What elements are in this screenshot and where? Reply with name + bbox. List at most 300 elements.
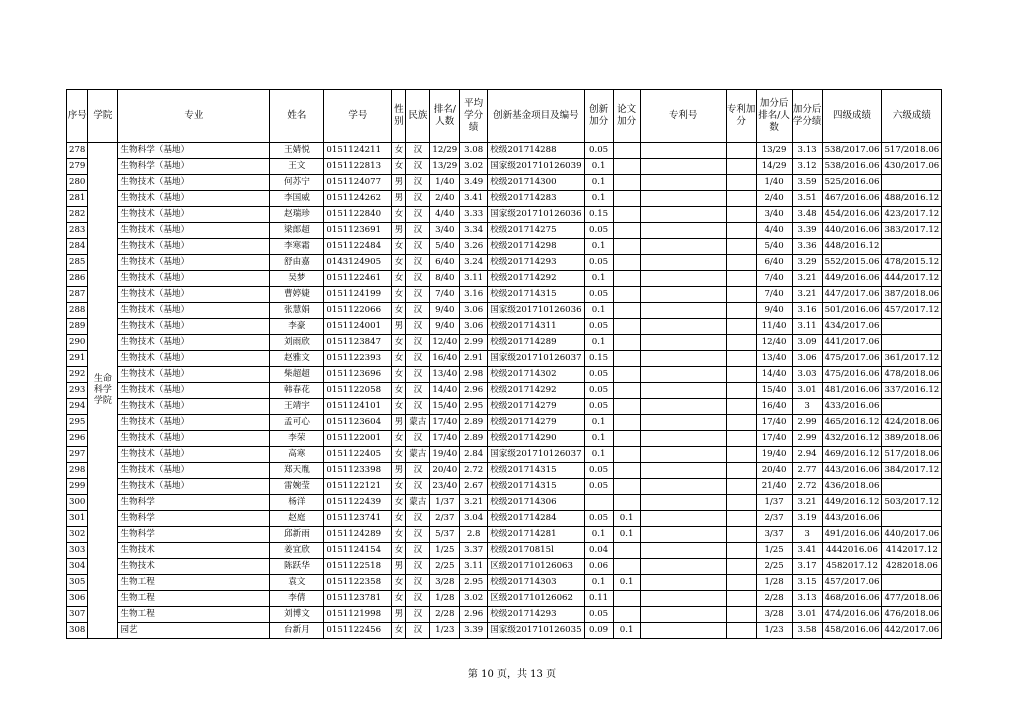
cell-row-number: 290 bbox=[67, 335, 88, 351]
cell-gender: 女 bbox=[392, 239, 406, 255]
cell-gpa: 3.06 bbox=[460, 319, 488, 335]
cell-patent-bonus bbox=[726, 399, 756, 415]
cell-cet4-score: 552/2015.06 bbox=[822, 255, 882, 271]
cell-patent-bonus bbox=[726, 319, 756, 335]
cell-ethnicity: 汉 bbox=[406, 367, 430, 383]
cell-patent-bonus bbox=[726, 367, 756, 383]
cell-cet4-score: 468/2016.06 bbox=[822, 591, 882, 607]
cell-ethnicity: 汉 bbox=[406, 191, 430, 207]
cell-row-number: 283 bbox=[67, 223, 88, 239]
cell-adjusted-gpa: 3.01 bbox=[792, 383, 822, 399]
cell-patent-bonus bbox=[726, 175, 756, 191]
cell-paper-bonus bbox=[613, 143, 640, 159]
cell-patent-bonus bbox=[726, 255, 756, 271]
cell-gpa: 2.96 bbox=[460, 383, 488, 399]
cell-innovation-bonus: 0.06 bbox=[584, 559, 613, 575]
cell-paper-bonus: 0.1 bbox=[613, 511, 640, 527]
cell-gender: 女 bbox=[392, 575, 406, 591]
cell-student-id: 0151123847 bbox=[324, 335, 392, 351]
cell-major: 生物科学（基地） bbox=[118, 159, 270, 175]
cell-patent-bonus bbox=[726, 271, 756, 287]
cell-student-name: 曹婷婕 bbox=[270, 287, 324, 303]
cell-cet6-score: 478/2018.06 bbox=[882, 367, 942, 383]
column-header: 序号 bbox=[67, 90, 88, 143]
cell-patent-bonus bbox=[726, 511, 756, 527]
cell-cet4-score: 501/2016.06 bbox=[822, 303, 882, 319]
cell-patent-bonus bbox=[726, 143, 756, 159]
cell-innovation-bonus: 0.11 bbox=[584, 591, 613, 607]
cell-innovation-bonus: 0.1 bbox=[584, 575, 613, 591]
cell-gender: 女 bbox=[392, 527, 406, 543]
cell-gpa: 2.89 bbox=[460, 415, 488, 431]
cell-gpa: 3.33 bbox=[460, 207, 488, 223]
cell-gender: 女 bbox=[392, 431, 406, 447]
cell-adjusted-gpa: 3.16 bbox=[792, 303, 822, 319]
table-row bbox=[67, 399, 942, 415]
cell-patent-bonus bbox=[726, 287, 756, 303]
cell-cet4-score: 433/2016.06 bbox=[822, 399, 882, 415]
cell-project-id: 国家级201710126035 bbox=[488, 623, 584, 639]
cell-adjusted-gpa: 3.36 bbox=[792, 239, 822, 255]
cell-major: 生物技术（基地） bbox=[118, 399, 270, 415]
cell-innovation-bonus: 0.1 bbox=[584, 447, 613, 463]
cell-student-name: 张慧娟 bbox=[270, 303, 324, 319]
cell-adjusted-gpa: 3.58 bbox=[792, 623, 822, 639]
cell-adjusted-rank: 2/37 bbox=[756, 511, 792, 527]
cell-gpa: 3.06 bbox=[460, 303, 488, 319]
cell-adjusted-rank: 13/29 bbox=[756, 143, 792, 159]
cell-ethnicity: 汉 bbox=[406, 223, 430, 239]
cell-innovation-bonus: 0.1 bbox=[584, 175, 613, 191]
cell-adjusted-gpa: 3.21 bbox=[792, 287, 822, 303]
cell-innovation-bonus: 0.04 bbox=[584, 543, 613, 559]
cell-patent-bonus bbox=[726, 415, 756, 431]
cell-student-id: 0143124905 bbox=[324, 255, 392, 271]
cell-cet4-score: 475/2017.06 bbox=[822, 351, 882, 367]
cell-cet4-score: 474/2016.06 bbox=[822, 607, 882, 623]
cell-major: 生物技术（基地） bbox=[118, 223, 270, 239]
cell-patent-bonus bbox=[726, 623, 756, 639]
cell-adjusted-rank: 12/40 bbox=[756, 335, 792, 351]
cell-gender: 女 bbox=[392, 511, 406, 527]
cell-gpa: 3.02 bbox=[460, 159, 488, 175]
cell-paper-bonus bbox=[613, 399, 640, 415]
cell-adjusted-gpa: 3.21 bbox=[792, 495, 822, 511]
column-header: 创新基金项目及编号 bbox=[488, 90, 584, 143]
column-header: 民族 bbox=[406, 90, 430, 143]
table-row bbox=[67, 591, 942, 607]
cell-project-id: 校级201714302 bbox=[488, 367, 584, 383]
cell-patent-number bbox=[640, 367, 726, 383]
cell-adjusted-rank: 15/40 bbox=[756, 383, 792, 399]
cell-cet4-score: 432/2016.12 bbox=[822, 431, 882, 447]
cell-student-name: 王文 bbox=[270, 159, 324, 175]
cell-patent-number bbox=[640, 511, 726, 527]
cell-adjusted-rank: 14/40 bbox=[756, 367, 792, 383]
cell-project-id: 国家级201710126037 bbox=[488, 351, 584, 367]
cell-patent-number bbox=[640, 143, 726, 159]
cell-gender: 男 bbox=[392, 223, 406, 239]
cell-patent-number bbox=[640, 415, 726, 431]
table-row bbox=[67, 335, 942, 351]
column-header: 学号 bbox=[324, 90, 392, 143]
cell-major: 生物技术（基地） bbox=[118, 255, 270, 271]
cell-cet6-score bbox=[882, 511, 942, 527]
cell-student-id: 0151122456 bbox=[324, 623, 392, 639]
cell-student-name: 韩春花 bbox=[270, 383, 324, 399]
cell-ethnicity: 汉 bbox=[406, 559, 430, 575]
cell-innovation-bonus: 0.1 bbox=[584, 303, 613, 319]
cell-row-number: 292 bbox=[67, 367, 88, 383]
cell-rank: 2/40 bbox=[430, 191, 460, 207]
cell-student-id: 0151122405 bbox=[324, 447, 392, 463]
cell-cet4-score: 465/2016.12 bbox=[822, 415, 882, 431]
cell-patent-bonus bbox=[726, 447, 756, 463]
cell-student-id: 0151122439 bbox=[324, 495, 392, 511]
cell-student-name: 台新月 bbox=[270, 623, 324, 639]
cell-major: 生物技术（基地） bbox=[118, 239, 270, 255]
cell-adjusted-gpa: 2.99 bbox=[792, 415, 822, 431]
cell-student-name: 梁郎超 bbox=[270, 223, 324, 239]
cell-ethnicity: 蒙古 bbox=[406, 447, 430, 463]
cell-rank: 2/37 bbox=[430, 511, 460, 527]
cell-ethnicity: 汉 bbox=[406, 607, 430, 623]
cell-row-number: 281 bbox=[67, 191, 88, 207]
cell-project-id: 校级201714283 bbox=[488, 191, 584, 207]
cell-patent-number bbox=[640, 351, 726, 367]
cell-adjusted-rank: 19/40 bbox=[756, 447, 792, 463]
cell-gender: 女 bbox=[392, 367, 406, 383]
cell-adjusted-rank: 9/40 bbox=[756, 303, 792, 319]
cell-paper-bonus: 0.1 bbox=[613, 575, 640, 591]
cell-adjusted-rank: 4/40 bbox=[756, 223, 792, 239]
cell-cet6-score: 361/2017.12 bbox=[882, 351, 942, 367]
cell-cet6-score: 4142017.12 bbox=[882, 543, 942, 559]
cell-cet4-score: 458/2016.06 bbox=[822, 623, 882, 639]
table-row bbox=[67, 463, 942, 479]
cell-project-id: 校级201714298 bbox=[488, 239, 584, 255]
cell-adjusted-gpa: 3.17 bbox=[792, 559, 822, 575]
cell-gpa: 2.96 bbox=[460, 607, 488, 623]
cell-innovation-bonus: 0.15 bbox=[584, 351, 613, 367]
cell-rank: 3/28 bbox=[430, 575, 460, 591]
cell-rank: 23/40 bbox=[430, 479, 460, 495]
cell-innovation-bonus: 0.09 bbox=[584, 623, 613, 639]
cell-innovation-bonus: 0.1 bbox=[584, 239, 613, 255]
cell-paper-bonus: 0.1 bbox=[613, 623, 640, 639]
cell-project-id: 校级201714281 bbox=[488, 527, 584, 543]
table-row bbox=[67, 575, 942, 591]
cell-cet6-score: 337/2016.12 bbox=[882, 383, 942, 399]
cell-adjusted-rank: 6/40 bbox=[756, 255, 792, 271]
cell-adjusted-gpa: 3.13 bbox=[792, 143, 822, 159]
cell-cet6-score: 389/2018.06 bbox=[882, 431, 942, 447]
cell-cet4-score: 491/2016.06 bbox=[822, 527, 882, 543]
cell-major: 生物技术（基地） bbox=[118, 383, 270, 399]
cell-major: 生物科学 bbox=[118, 527, 270, 543]
cell-rank: 3/40 bbox=[430, 223, 460, 239]
cell-paper-bonus bbox=[613, 431, 640, 447]
cell-patent-number bbox=[640, 623, 726, 639]
table-row bbox=[67, 543, 942, 559]
cell-cet6-score: 517/2018.06 bbox=[882, 143, 942, 159]
cell-gpa: 2.98 bbox=[460, 367, 488, 383]
cell-gpa: 3.11 bbox=[460, 271, 488, 287]
cell-cet4-score: 4582017.12 bbox=[822, 559, 882, 575]
cell-innovation-bonus: 0.1 bbox=[584, 431, 613, 447]
cell-cet4-score: 448/2016.12 bbox=[822, 239, 882, 255]
cell-cet4-score: 538/2017.06 bbox=[822, 143, 882, 159]
cell-cet6-score: 4282018.06 bbox=[882, 559, 942, 575]
cell-cet4-score: 525/2016.06 bbox=[822, 175, 882, 191]
cell-student-id: 0151123604 bbox=[324, 415, 392, 431]
cell-college: 生命科学学院 bbox=[88, 143, 118, 639]
cell-cet4-score: 4442016.06 bbox=[822, 543, 882, 559]
cell-patent-bonus bbox=[726, 239, 756, 255]
cell-patent-number bbox=[640, 495, 726, 511]
cell-rank: 9/40 bbox=[430, 319, 460, 335]
cell-cet6-score bbox=[882, 335, 942, 351]
cell-cet6-score: 444/2017.12 bbox=[882, 271, 942, 287]
cell-gpa: 3.49 bbox=[460, 175, 488, 191]
cell-project-id: 区级201710126063 bbox=[488, 559, 584, 575]
cell-major: 生物科学 bbox=[118, 511, 270, 527]
cell-project-id: 校级201714279 bbox=[488, 399, 584, 415]
cell-patent-bonus bbox=[726, 591, 756, 607]
cell-row-number: 299 bbox=[67, 479, 88, 495]
cell-rank: 1/25 bbox=[430, 543, 460, 559]
cell-student-id: 0151124001 bbox=[324, 319, 392, 335]
cell-gender: 女 bbox=[392, 303, 406, 319]
column-header: 专利号 bbox=[640, 90, 726, 143]
table-row bbox=[67, 159, 942, 175]
cell-student-name: 陈跃华 bbox=[270, 559, 324, 575]
cell-cet4-score: 538/2016.06 bbox=[822, 159, 882, 175]
cell-adjusted-rank: 2/28 bbox=[756, 591, 792, 607]
cell-student-name: 李荣 bbox=[270, 431, 324, 447]
score-table-container bbox=[66, 89, 942, 639]
cell-gpa: 3.04 bbox=[460, 511, 488, 527]
cell-student-id: 0151123741 bbox=[324, 511, 392, 527]
cell-ethnicity: 汉 bbox=[406, 543, 430, 559]
cell-patent-bonus bbox=[726, 335, 756, 351]
table-row bbox=[67, 287, 942, 303]
cell-paper-bonus bbox=[613, 543, 640, 559]
cell-patent-number bbox=[640, 255, 726, 271]
cell-major: 生物科学 bbox=[118, 495, 270, 511]
cell-adjusted-gpa: 3.21 bbox=[792, 271, 822, 287]
cell-patent-bonus bbox=[726, 607, 756, 623]
table-row bbox=[67, 175, 942, 191]
cell-major: 生物技术（基地） bbox=[118, 463, 270, 479]
cell-adjusted-rank: 1/37 bbox=[756, 495, 792, 511]
cell-student-name: 杨洋 bbox=[270, 495, 324, 511]
cell-student-name: 赵庭 bbox=[270, 511, 324, 527]
cell-gender: 女 bbox=[392, 143, 406, 159]
cell-rank: 19/40 bbox=[430, 447, 460, 463]
table-row bbox=[67, 207, 942, 223]
cell-cet6-score: 477/2018.06 bbox=[882, 591, 942, 607]
cell-student-id: 0151122066 bbox=[324, 303, 392, 319]
table-row bbox=[67, 495, 942, 511]
cell-adjusted-gpa: 3.12 bbox=[792, 159, 822, 175]
cell-gender: 女 bbox=[392, 383, 406, 399]
cell-major: 生物技术（基地） bbox=[118, 207, 270, 223]
cell-row-number: 293 bbox=[67, 383, 88, 399]
header-row bbox=[67, 90, 942, 143]
cell-student-name: 刘雨欣 bbox=[270, 335, 324, 351]
cell-cet6-score bbox=[882, 399, 942, 415]
cell-rank: 5/37 bbox=[430, 527, 460, 543]
cell-project-id: 校级201714303 bbox=[488, 575, 584, 591]
cell-row-number: 286 bbox=[67, 271, 88, 287]
cell-student-id: 0151122058 bbox=[324, 383, 392, 399]
cell-patent-number bbox=[640, 399, 726, 415]
cell-student-id: 0151121998 bbox=[324, 607, 392, 623]
cell-adjusted-rank: 14/29 bbox=[756, 159, 792, 175]
cell-patent-bonus bbox=[726, 207, 756, 223]
cell-paper-bonus bbox=[613, 415, 640, 431]
cell-cet4-score: 447/2017.06 bbox=[822, 287, 882, 303]
cell-gender: 男 bbox=[392, 463, 406, 479]
cell-patent-number bbox=[640, 207, 726, 223]
cell-gpa: 3.24 bbox=[460, 255, 488, 271]
cell-rank: 20/40 bbox=[430, 463, 460, 479]
cell-rank: 2/25 bbox=[430, 559, 460, 575]
cell-paper-bonus bbox=[613, 159, 640, 175]
cell-ethnicity: 汉 bbox=[406, 511, 430, 527]
cell-project-id: 校级201714311 bbox=[488, 319, 584, 335]
cell-patent-bonus bbox=[726, 495, 756, 511]
cell-cet4-score: 475/2016.06 bbox=[822, 367, 882, 383]
cell-adjusted-gpa: 3.03 bbox=[792, 367, 822, 383]
cell-row-number: 298 bbox=[67, 463, 88, 479]
table-row bbox=[67, 623, 942, 639]
cell-cet6-score bbox=[882, 575, 942, 591]
cell-major: 生物工程 bbox=[118, 575, 270, 591]
cell-student-id: 0151123691 bbox=[324, 223, 392, 239]
cell-adjusted-rank: 21/40 bbox=[756, 479, 792, 495]
cell-patent-number bbox=[640, 479, 726, 495]
cell-student-name: 柴超超 bbox=[270, 367, 324, 383]
cell-row-number: 297 bbox=[67, 447, 88, 463]
cell-gpa: 3.02 bbox=[460, 591, 488, 607]
cell-gender: 女 bbox=[392, 447, 406, 463]
cell-gender: 男 bbox=[392, 175, 406, 191]
cell-adjusted-rank: 17/40 bbox=[756, 415, 792, 431]
cell-student-name: 李寒霜 bbox=[270, 239, 324, 255]
cell-gender: 女 bbox=[392, 543, 406, 559]
cell-project-id: 校级201714288 bbox=[488, 143, 584, 159]
cell-ethnicity: 汉 bbox=[406, 399, 430, 415]
table-row bbox=[67, 607, 942, 623]
cell-innovation-bonus: 0.05 bbox=[584, 255, 613, 271]
cell-patent-number bbox=[640, 527, 726, 543]
table-row bbox=[67, 143, 942, 159]
cell-patent-number bbox=[640, 303, 726, 319]
table-row bbox=[67, 191, 942, 207]
cell-innovation-bonus: 0.05 bbox=[584, 511, 613, 527]
column-header: 性别 bbox=[392, 90, 406, 143]
cell-paper-bonus bbox=[613, 287, 640, 303]
cell-cet4-score: 440/2016.06 bbox=[822, 223, 882, 239]
cell-cet6-score: 476/2018.06 bbox=[882, 607, 942, 623]
cell-gpa: 3.11 bbox=[460, 559, 488, 575]
cell-adjusted-gpa: 3.39 bbox=[792, 223, 822, 239]
column-header: 专利加分 bbox=[726, 90, 756, 143]
cell-adjusted-rank: 3/28 bbox=[756, 607, 792, 623]
cell-project-id: 校级201714279 bbox=[488, 415, 584, 431]
cell-major: 生物技术（基地） bbox=[118, 447, 270, 463]
cell-paper-bonus bbox=[613, 207, 640, 223]
cell-major: 生物工程 bbox=[118, 591, 270, 607]
cell-ethnicity: 蒙古 bbox=[406, 495, 430, 511]
cell-rank: 2/28 bbox=[430, 607, 460, 623]
cell-adjusted-rank: 2/25 bbox=[756, 559, 792, 575]
cell-project-id: 国家级201710126039 bbox=[488, 159, 584, 175]
cell-gpa: 3.08 bbox=[460, 143, 488, 159]
cell-student-name: 孟可心 bbox=[270, 415, 324, 431]
cell-gpa: 3.39 bbox=[460, 623, 488, 639]
cell-adjusted-rank: 20/40 bbox=[756, 463, 792, 479]
cell-row-number: 291 bbox=[67, 351, 88, 367]
table-row bbox=[67, 447, 942, 463]
cell-cet6-score: 442/2017.06 bbox=[882, 623, 942, 639]
cell-student-name: 姜宜欣 bbox=[270, 543, 324, 559]
cell-major: 园艺 bbox=[118, 623, 270, 639]
cell-innovation-bonus: 0.05 bbox=[584, 287, 613, 303]
cell-gpa: 2.89 bbox=[460, 431, 488, 447]
table-row bbox=[67, 351, 942, 367]
cell-ethnicity: 汉 bbox=[406, 255, 430, 271]
cell-student-id: 0151124289 bbox=[324, 527, 392, 543]
cell-row-number: 285 bbox=[67, 255, 88, 271]
cell-ethnicity: 汉 bbox=[406, 527, 430, 543]
cell-patent-bonus bbox=[726, 191, 756, 207]
table-row bbox=[67, 319, 942, 335]
cell-innovation-bonus: 0.1 bbox=[584, 527, 613, 543]
cell-paper-bonus bbox=[613, 191, 640, 207]
cell-cet4-score: 441/2017.06 bbox=[822, 335, 882, 351]
cell-adjusted-gpa: 3.48 bbox=[792, 207, 822, 223]
cell-project-id: 校级201714290 bbox=[488, 431, 584, 447]
cell-gpa: 3.34 bbox=[460, 223, 488, 239]
cell-innovation-bonus: 0.05 bbox=[584, 479, 613, 495]
cell-gender: 男 bbox=[392, 191, 406, 207]
cell-major: 生物技术（基地） bbox=[118, 335, 270, 351]
cell-cet6-score: 503/2017.12 bbox=[882, 495, 942, 511]
cell-paper-bonus bbox=[613, 463, 640, 479]
cell-patent-bonus bbox=[726, 479, 756, 495]
cell-cet4-score: 443/2016.06 bbox=[822, 511, 882, 527]
cell-major: 生物技术（基地） bbox=[118, 271, 270, 287]
table-row bbox=[67, 527, 942, 543]
cell-cet6-score bbox=[882, 239, 942, 255]
table-row bbox=[67, 431, 942, 447]
cell-gender: 女 bbox=[392, 399, 406, 415]
cell-row-number: 289 bbox=[67, 319, 88, 335]
cell-gpa: 2.84 bbox=[460, 447, 488, 463]
cell-patent-bonus bbox=[726, 559, 756, 575]
cell-ethnicity: 汉 bbox=[406, 575, 430, 591]
cell-gender: 男 bbox=[392, 319, 406, 335]
cell-student-id: 0151124199 bbox=[324, 287, 392, 303]
cell-patent-number bbox=[640, 543, 726, 559]
cell-adjusted-rank: 5/40 bbox=[756, 239, 792, 255]
cell-adjusted-rank: 7/40 bbox=[756, 287, 792, 303]
cell-innovation-bonus: 0.05 bbox=[584, 383, 613, 399]
cell-gpa: 3.16 bbox=[460, 287, 488, 303]
